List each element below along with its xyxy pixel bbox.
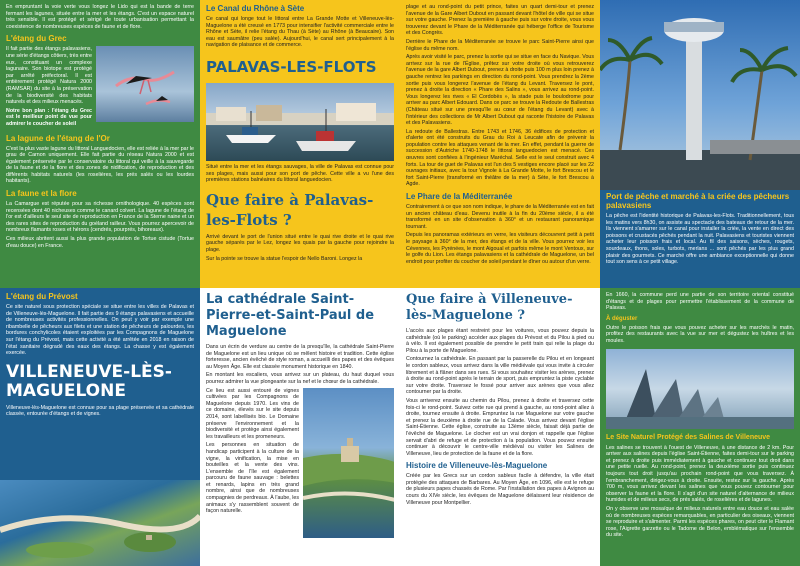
deguster-text: Outre le poisson frais que vous pouvez acheter sur les marchés le matin, profitez des restaurants avec la vue sur mer et dégustez les huîtres et les moules. (606, 324, 794, 344)
heading-faune-flore: La faune et la flore (6, 189, 77, 199)
title-cathedrale: La cathédrale Saint-Pierre-et-Saint-Paul de Maguelone (206, 292, 375, 339)
cathedrale-text-1: Dans un écrin de verdure au centre de la presqu'île, la cathédrale Saint-Pierre de Maguelone est un lieu unique où se mêlent histoire et tradition. Cette église forteresse, ancien évêché de style roman, a accueilli des papes et des évêques au Moyen Âge. Elle est classée monument historique en 1840. (206, 344, 394, 370)
commune-text: En 1660, la commune perd une partie de son territoire oriental constitué d'étangs et de plages pour permettre l'établissement de la commune de Palavas. (606, 292, 794, 312)
port-peche-text: La pêche est l'identité historique de Palavas-les-Flots. Traditionnellement, tous les matins vers 8h30, on assiste au spectacle des bateaux de retour de la mer. Ils viennent s'amarrer sur le canal pour installer la criée, la vente en direct des poissons et crustacés pêchés pendant la nuit. Palavasiens et touristes viennent acheter leur poisson frais et local. Au fil des saisons, sèches, rougets, sourdeaux, thons, soles, turbots, merlans ... sont pêchés par les plus grand plaisir des gourmets. Ce marché offre une ambiance exceptionnelle qui donne tout son sens à ce petit village. (606, 213, 794, 266)
palavas-caption: Situé entre la mer et les étangs sauvages, la ville de Palavas est connue pour ses plages, mais aussi pour son port de pêche. Cette ville a vu l'une des premières stations balnéaires du littoral languedocien. (206, 163, 394, 184)
title-palavas: PALAVAS-LES-FLOTS (206, 57, 377, 76)
salines-text: Les salines se trouvent à l'ouest de Villeneuve, à une distance de 2 km. Pour arriver aux salines depuis l'église Saint-Étienne, faites demi-tour sur le parking et prenez à droite puis immédiatement à gauche et continuez tout droit dans une petite ruelle. Au rond-point, prenez la deuxième sortie puis continuez toujours tout droit jusqu'au prochain rond-point que vous traversez. À l'embranchement, dirigez-vous à droite. Ensuite, restez sur la gauche. Après 700 m, vous arrivez devant les salines que vous pouvez contourner pour observer la faune et la flore. Il s'agit d'un site naturel d'alternance de milieux humides et de milieux secs, de prés salés, de roselières et de lagunes. (606, 444, 794, 504)
panel-cathedrale (200, 288, 400, 566)
maguelone-aerial-photo (0, 480, 200, 566)
title-que-faire-palavas: Que faire à Palavas-les-Flots ? (206, 190, 374, 229)
redoute-text: La redoute de Ballestras. Entre 1743 et 1746, 36 édifices de protection et d'alerte ont été construits du Grau du Roi à Leucate afin de prévenir la population contre les attaques venant de la mer. En effet, pendant la guerre de succession d'Autriche 1740-1748 le littoral languedocien est menacé. Ces œuvres sont confiées à l'ingénieur Maréchal. Selle est le seul construit avec 4 forts. La tour de guet de Palavas est l'un des 5 vestiges encore placé sur les 22 ouvrages initiaux, avec la tour Vignole à La Grande Motte, le fort Brescou et le fort Saint-Pierre (transformé en théâtre de la mer) à Sète, le fort Brescou à Agde. (406, 128, 594, 188)
heading-canal: Le Canal du Rhône à Sète (206, 4, 305, 13)
panel-salines (600, 288, 800, 566)
faune-text-2: Ces milieux abritent aussi la plus grande population de Tortue cistude (Tortue d'eau douce) en France. (6, 236, 194, 249)
faune-text: La Camargue est réputée pour sa richesse ornithologique. 40 espèces sont recensées dont 40 nicheuses comme le canard colvert. La lagune de l'étang de l'or est d'ailleurs le seul site de reproduction en France de la Sterne naine et un des rares sites de reproduction du goéland railleur. Vous pourrez apercevoir de nombreux flamants roses et hérons (cendrés, pourprés, bihoreaux). (6, 201, 194, 234)
phare-text-2: Depuis les panoramas extérieurs en verre, les visiteurs découvrent petit à petit le paysage à 360° de la mer, des étangs et de la ville. Vous pourrez voir les Cévennes, les Pyrénées, le mont Aigoual et parfois même le mont Ventoux, sur le golfe du Lion. Les étangs palavasiens et la cathédrale de Maguelone, un bel endroit pour profiter du coucher de soleil pendant le dîner ou autour d'un verre. (406, 232, 594, 265)
heading-deguster: À déguster (606, 315, 638, 322)
que-faire-palavas-text: Arrivé devant le port de l'union situé entre le quai rive droite et le quai rive gauche séparés par le Lez, longez les quais par la gauche pour rejoindre la plage. (206, 233, 394, 253)
heading-lagune-or: La lagune de l'étang de l'Or (6, 133, 110, 143)
panel-port-peche (600, 0, 800, 288)
cathedral-photo (303, 388, 394, 538)
grec-tip: Notre bon plan : l'étang du Grec est le meilleur point de vue pour admirer le coucher de soleil (6, 107, 92, 127)
villeneuve-text-1: L'accès aux plages étant restreint pour les voitures, vous pouvez depuis la cathédrale (où le parking) accéder aux plages du Prévost et du Pilou à pied ou à vélo. Il est également possible de prendre le petit train qui relie la plage du Pilou à la porte de Maguelone. (406, 328, 594, 354)
panel-etangs (0, 0, 200, 288)
heading-port-peche: Port de pêche et marché à la criée des pêcheurs palavasiens (606, 192, 790, 210)
que-faire-palavas-text-2: Sur la pointe se trouve la statue l'espoir de Nello Baroni. Longez la (206, 255, 363, 262)
palavas-harbor-photo (206, 83, 394, 161)
itinerary-text-3: Après avoir visité le parc, prenez la sortie qui se situe en face du Navique. Vous arrivez sur la rue de l'Église, prêtez sur votre droite où vous retrouverez l'avenue de la gare Albert Dubout, prenez à droite puis 100 m plus loin prenez à gauche rentrez les parkings en direction du rond-point. Vous prendrez la 2ème sortie puis vous longerez l'avenue de l'étang du Levant. Traversez le pont, prenez à droite la direction « Phare des Salins », vous arrivez au rond-point. Vous longerez les rives « El Cordobès », la stade puis le boulodrome pour arriver au parc Albert Edouard. Dans ce parc se trouve la Redoute de Ballestras (Château situé sur une presqu'île au cœur de l'étang du Levant) avec à l'intérieur des collections de Mr Albert Dubout qui raconte l'histoire de Palavas et des Palavasiens. (406, 54, 594, 127)
canal-text: Ce canal qui longe tout le littoral entre La Grande Motte et Villeneuve-lès-Maguelone a été creusé en 1773 pour intensifier l'activité commerciale entre le Rhône et Sète, il relie l'étang du Thau (à Sète) au Rhône (à Beaucaire). Son eau est saumâtre (peu salée). Aujourd'hui, le canal sert principalement à la navigation de plaisance et de commerce. (206, 16, 394, 49)
itinerary-text-2: Derrière le Phare de la Méditerranée se trouve le parc Saint-Pierre ainsi que l'église du même nom. (406, 38, 594, 52)
title-villeneuve: VILLENEUVE-LÈS-MAGUELONE (6, 361, 172, 401)
histoire-text: Créée par les Grecs sur un cordon sableux facile à défendre, la ville était protégée des attaques de Barbares. Au Moyen Âge, en 1096, elle est le refuge de plusieurs papes chassés de Rome. Par l'installation des papes à Avignon au cours du XIVe siècle, les évêques de Maguelone délaissent leur résidence de Villeneuve pour Montpellier. (406, 473, 594, 506)
panel-prevost (0, 288, 200, 566)
cathedrale-text-2: En montant les escaliers, vous arrivez sur un plateau, du haut duquel vous pourrez admirer la vue plongeante sur la nef et le chœur de la cathédrale. (206, 372, 394, 385)
flamingo-photo (96, 46, 194, 122)
itinerary-text-1: plage et au rond-point du petit prince, faites un quart demi-tour et prenez l'avenue de la Gare Albert Dubout en passant devant l'hôtel de ville qui se situe sur votre gauche. Prenez la première à gauche puis sur votre droite, vous vous trouverez devant le Phare de la Méditerranée qui héberge l'office de Tourisme et des Congrès. (406, 4, 594, 37)
villeneuve-text-3: Vous arriverez ensuite au chemin du Pilou, prenez à droite et traversez cette fois-ci le rond-point. Suivez cette rue qui prend à gauche, au rond-point allez à droite, tournez ensuite à droite. Empruntez la rue Maguelone sur votre gauche et prenez la deuxième à droite rue de la Calade. Vous arrivez devant l'église Saint-Étienne. Cette église, construite au 13ème siècle, faisait déjà partie de l'évêché de Maguelone. Le clocher est un vrai donjon et rappelle que l'église servait d'abri de refuge et de protection à la population. Vous pouvez ensuite continuer à découvrir le centre-ville médiéval ou visiter les Salines de Villeneuve, lieu de protection de la faune et de la flore. (406, 397, 594, 457)
heading-histoire: Histoire de Villeneuve-lès-Maguelone (406, 461, 548, 471)
salines-text-2: On y observe une mosaïque de milieux naturels entre eau douce et eau salée où de nombreuses espèces remarquables, en particulier des oiseaux, viennent se reproduire et s'alimenter. Parmi les espèces phares, on peut citer le Flamant rose, l'Aigrette garzette ou le Tadorne de Belon, emblématique sur l'ensemble du site. (606, 505, 794, 539)
grec-text: Il fait partie des étangs palavasiens, une série d'étangs côtiers, très entre eux, constituant un complexe lagunaire. Son biotope est protégé par arrêté préfectoral. Il est entièrement protégé Natura 2000 (RAMSAR) du site à la préservation de la biodiversité des habitats naturels et des milieux menacés. (6, 46, 92, 106)
cathedrale-text-3: Ce lieu est aussi entouré de vignes cultivées par les Compagnons de Maguelone depuis 1970. Les vins de ce domaine, élevés sur le site depuis 2014, sont labellisés bio. Le Domaine préserve l'environnement et la biodiversité et protège ainsi également les travailleurs et les promeneurs. (206, 387, 299, 440)
panel-phare (400, 0, 600, 288)
villeneuve-text-2: Contournez la cathédrale. En passant par la passerelle du Pilou et en longeant le cordon sableux, vous arrivez dans la ville médiévale qui vous invite à circuler librement et à flâner dans ses rues. Si vous souhaitez visiter les arènes, prenez à droite au rond-point après le terrain de sport, puis empruntez la piste cyclable sur votre droite. Traversez le fossé pour arriver aux arènes que vous allez contourner par la droite. (406, 356, 594, 396)
heading-prevost: L'étang du Prévost (6, 292, 78, 301)
heading-phare: Le Phare de la Méditerranée (406, 192, 513, 202)
prevost-text: Ce site naturel sous protection spéciale se situe entre les villes de Palavas et de Villeneuve-lès-Maguelone. Il fait partie des 9 étangs palavasiens et accueille de nombreuses activités professionnelles. On peut y voir par exemple une ribambelle de pêcheurs aux filets et une station de pêcheurs de palourdes, les bordures conchylicoles étaient exploitées par les Compagnons de Maguelone sur l'étang du Prévost, mais cette activité a été arrêtée en 2018 en raison de l'état sanitaire dégradé des eaux des étangs. La chasse y est également exercée. (6, 304, 194, 357)
panel-que-faire-villeneuve (400, 288, 600, 566)
or-text: C'est la plus vaste lagune du littoral Languedocien, elle est reliée à la mer par le grau de Carnon uniquement. Elle fait partie du réseau Natura 2000 et est également préservée par le conservatoire du littoral qui veille à la sauvegarde de la faune et de la flore et des zones de nidification, de reproduction et des différents habitats naturels (les roselières, les prés salés ou les lourdes habitants). (6, 145, 194, 185)
salines-photo (606, 349, 794, 429)
cathedrale-text-4: Les personnes en situation de handicap participent à la culture de la vigne, la vinification, la mise en bouteilles et la vente des vins. L'ensemble de l'île est également parcouru de faune sauvage : belettes et renards, lapins en très grand nombre, ainsi que de nombreuses compagnies de perdreaux. À l'aube, les animaux s'y rassemblent souvent de façon naturelle. (206, 442, 299, 515)
intro-text: En empruntant la voie verte vous longez le Lido qui est la bande de terre fermant les lagunes, située entre la mer et les étangs. C'est un espace naturel très sensible. Il est protégé et sérigé de toute urbanisation permettant la coexistence de nombreuses espèces de faune et de flore. (6, 4, 194, 30)
villeneuve-intro: Villeneuve-lès-Maguelone est connue pour sa plage préservée et sa cathédrale classée, entourée d'étangs et de vignes. (6, 404, 194, 418)
title-que-faire-villeneuve: Que faire à Villeneuve-lès-Maguelone ? (406, 292, 573, 323)
heading-etang-grec: L'étang du Grec (6, 34, 67, 44)
phare-text: Contrairement à ce que son nom indique, le phare de la Méditerranée est en fait un ancien château d'eau. Devenu inutile à la fin du 20ème siècle, il a été transformé en un site d'observation à 360° et un restaurant panoramique tournant. (406, 204, 594, 230)
panel-palavas (200, 0, 400, 288)
phare-tower-photo (600, 0, 800, 190)
heading-salines: Le Site Naturel Protégé des Salines de Villeneuve (606, 433, 771, 441)
